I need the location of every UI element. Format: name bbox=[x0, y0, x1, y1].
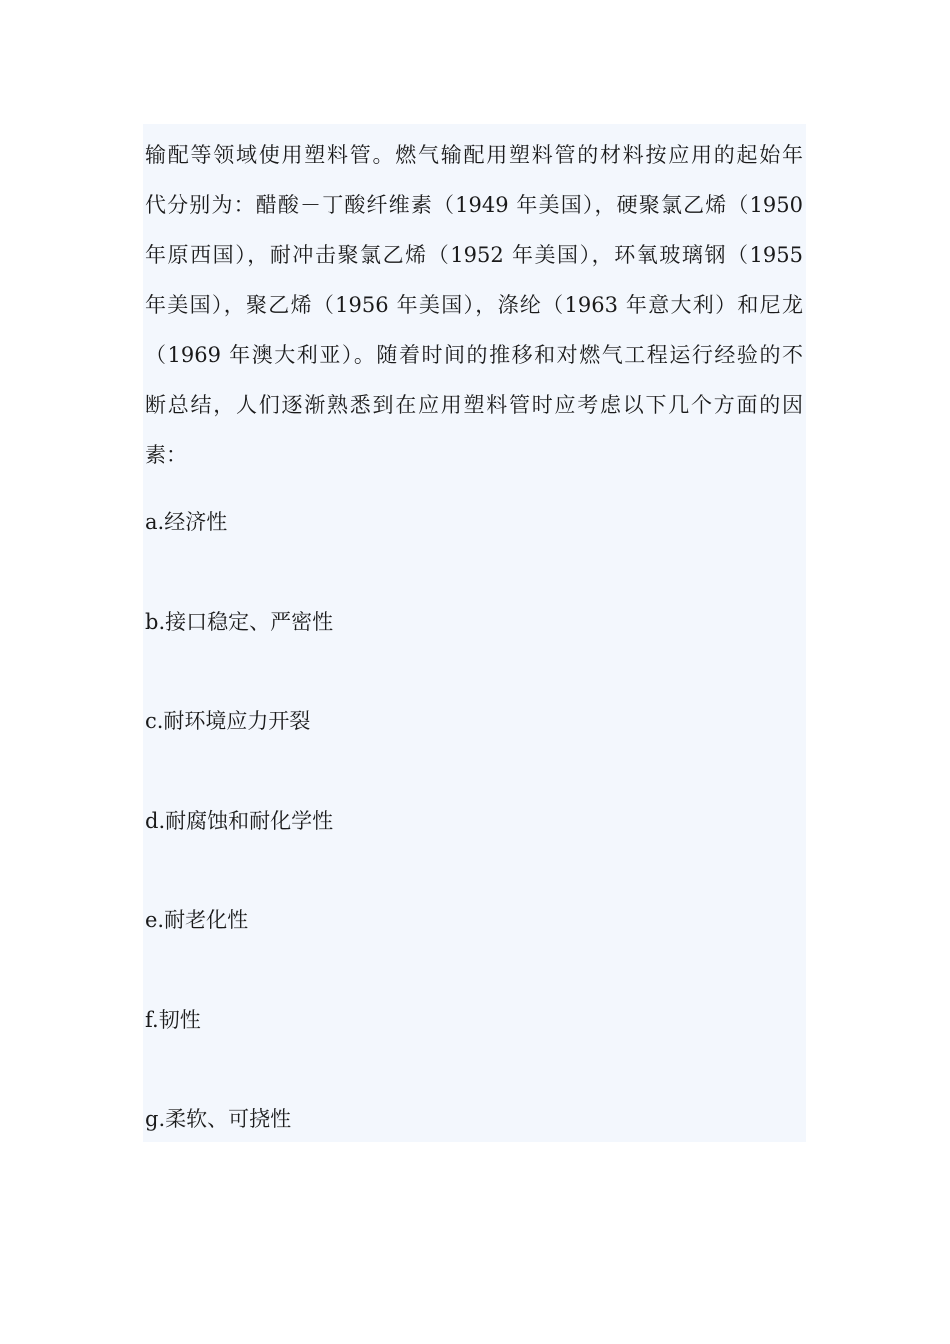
factor-item-stress-cracking: c.耐环境应力开裂 bbox=[145, 709, 311, 733]
factor-item-toughness: f.韧性 bbox=[145, 1008, 201, 1032]
factor-item-economy: a.经济性 bbox=[145, 510, 228, 534]
factor-item-flexibility: g.柔软、可挠性 bbox=[145, 1107, 292, 1131]
intro-line: 年原西国），耐冲击聚氯乙烯（1952 年美国），环氧玻璃钢（1955 bbox=[145, 243, 803, 267]
intro-line: 年美国），聚乙烯（1956 年美国），涤纶（1963 年意大利）和尼龙 bbox=[145, 293, 803, 317]
factor-item-corrosion: d.耐腐蚀和耐化学性 bbox=[145, 809, 334, 833]
factor-item-aging: e.耐老化性 bbox=[145, 908, 249, 932]
intro-line: 代分别为：醋酸－丁酸纤维素（1949 年美国），硬聚氯乙烯（1950 bbox=[145, 193, 803, 217]
intro-line: 输配等领域使用塑料管。燃气输配用塑料管的材料按应用的起始年 bbox=[145, 143, 803, 167]
intro-paragraph bbox=[145, 130, 803, 480]
intro-line: 素： bbox=[145, 443, 187, 467]
factor-item-joint-sealing: b.接口稳定、严密性 bbox=[145, 610, 334, 634]
intro-line: （1969 年澳大利亚）。随着时间的推移和对燃气工程运行经验的不 bbox=[145, 343, 803, 367]
intro-line: 断总结，人们逐渐熟悉到在应用塑料管时应考虑以下几个方面的因 bbox=[145, 393, 803, 417]
